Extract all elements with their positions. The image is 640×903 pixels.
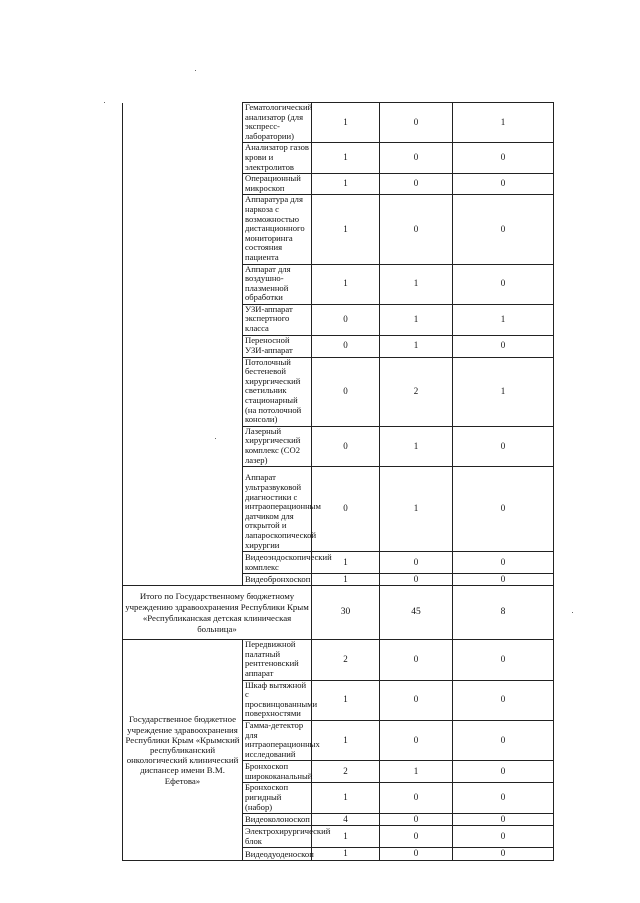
quantity-cell: 0 bbox=[453, 195, 554, 264]
equipment-name: Видеобронхоскоп bbox=[243, 574, 312, 586]
equipment-name: Гематологический анализатор (для экспресс-лаборатории) bbox=[243, 103, 312, 143]
quantity-cell: 1 bbox=[312, 826, 380, 848]
equipment-name: Операционный микроскоп bbox=[243, 174, 312, 195]
quantity-cell: 2 bbox=[312, 761, 380, 783]
quantity-cell: 1 bbox=[312, 143, 380, 174]
institution-cell-continued bbox=[123, 103, 243, 586]
quantity-cell: 0 bbox=[380, 143, 453, 174]
equipment-name: Аппаратура для наркоза с возможностью дистанционного мониторинга состояния пациента bbox=[243, 195, 312, 264]
total-quantity: 8 bbox=[453, 586, 554, 640]
equipment-name: Видеоколоноскоп bbox=[243, 814, 312, 826]
quantity-cell: 1 bbox=[380, 264, 453, 304]
quantity-cell: 0 bbox=[453, 826, 554, 848]
quantity-cell: 0 bbox=[380, 814, 453, 826]
equipment-name: Потолочный бестеневой хирургический светильник стационарный (на потолочной консоли) bbox=[243, 357, 312, 426]
quantity-cell: 0 bbox=[453, 552, 554, 574]
quantity-cell: 1 bbox=[453, 357, 554, 426]
quantity-cell: 0 bbox=[453, 143, 554, 174]
quantity-cell: 1 bbox=[453, 304, 554, 335]
quantity-cell: 1 bbox=[380, 761, 453, 783]
quantity-cell: 0 bbox=[312, 357, 380, 426]
quantity-cell: 2 bbox=[312, 640, 380, 680]
quantity-cell: 1 bbox=[380, 335, 453, 357]
equipment-table bbox=[122, 102, 554, 861]
equipment-name: Видеоэндоскопический комплекс bbox=[243, 552, 312, 574]
equipment-name: Аппарат ультразвуковой диагностики с интраоперационным датчиком для открытой и лапароскопической хирургии bbox=[243, 467, 312, 552]
equipment-name: Гамма-детектор для интраоперационных исследований bbox=[243, 720, 312, 760]
equipment-name: Шкаф вытяжной с просвинцованными поверхностями bbox=[243, 680, 312, 720]
quantity-cell: 4 bbox=[312, 814, 380, 826]
equipment-name: Аппарат для воздушно-плазменной обработки bbox=[243, 264, 312, 304]
equipment-name: Видеодуоденоскоп bbox=[243, 848, 312, 861]
equipment-name: Передвижной палатный рентгеновский аппарат bbox=[243, 640, 312, 680]
table-row bbox=[123, 103, 554, 143]
quantity-cell: 1 bbox=[380, 467, 453, 552]
quantity-cell: 0 bbox=[312, 304, 380, 335]
table-row bbox=[123, 640, 554, 680]
quantity-cell: 0 bbox=[380, 640, 453, 680]
quantity-cell: 0 bbox=[380, 195, 453, 264]
quantity-cell: 0 bbox=[380, 680, 453, 720]
quantity-cell: 1 bbox=[312, 848, 380, 861]
quantity-cell: 1 bbox=[453, 103, 554, 143]
quantity-cell: 0 bbox=[380, 783, 453, 814]
quantity-cell: 0 bbox=[380, 826, 453, 848]
total-label: Итого по Государственному бюджетному учреждению здравоохранения Республики Крым «Республиканская детская клиническая больница» bbox=[123, 586, 312, 640]
quantity-cell: 1 bbox=[312, 103, 380, 143]
quantity-cell: 1 bbox=[312, 720, 380, 760]
quantity-cell: 0 bbox=[380, 552, 453, 574]
quantity-cell: 0 bbox=[380, 103, 453, 143]
equipment-name: Переносной УЗИ-аппарат bbox=[243, 335, 312, 357]
total-quantity: 45 bbox=[380, 586, 453, 640]
equipment-name: УЗИ-аппарат экспертного класса bbox=[243, 304, 312, 335]
quantity-cell: 1 bbox=[312, 552, 380, 574]
equipment-name: Бронхоскоп ригидный (набор) bbox=[243, 783, 312, 814]
institution-name: Государственное бюджетное учреждение здравоохранения Республики Крым «Крымский республиканский онкологический клинический диспансер имени В.М. Ефетова» bbox=[123, 640, 243, 861]
quantity-cell: 0 bbox=[453, 640, 554, 680]
total-quantity: 30 bbox=[312, 586, 380, 640]
quantity-cell: 0 bbox=[453, 783, 554, 814]
quantity-cell: 0 bbox=[453, 574, 554, 586]
equipment-name: Бронхоскоп ширококанальный bbox=[243, 761, 312, 783]
quantity-cell: 0 bbox=[453, 264, 554, 304]
quantity-cell: 1 bbox=[312, 680, 380, 720]
quantity-cell: 0 bbox=[453, 174, 554, 195]
quantity-cell: 1 bbox=[380, 426, 453, 466]
quantity-cell: 0 bbox=[312, 426, 380, 466]
quantity-cell: 1 bbox=[312, 195, 380, 264]
quantity-cell: 0 bbox=[453, 426, 554, 466]
quantity-cell: 0 bbox=[380, 720, 453, 760]
quantity-cell: 0 bbox=[453, 761, 554, 783]
equipment-name: Электрохирургический блок bbox=[243, 826, 312, 848]
quantity-cell: 0 bbox=[453, 848, 554, 861]
equipment-name: Анализатор газов крови и электролитов bbox=[243, 143, 312, 174]
quantity-cell: 0 bbox=[312, 335, 380, 357]
total-row bbox=[123, 586, 554, 640]
equipment-name: Лазерный хирургический комплекс (СО2 лазер) bbox=[243, 426, 312, 466]
quantity-cell: 0 bbox=[453, 680, 554, 720]
quantity-cell: 0 bbox=[312, 467, 380, 552]
quantity-cell: 1 bbox=[312, 783, 380, 814]
quantity-cell: 2 bbox=[380, 357, 453, 426]
quantity-cell: 0 bbox=[453, 467, 554, 552]
quantity-cell: 0 bbox=[380, 848, 453, 861]
quantity-cell: 0 bbox=[380, 174, 453, 195]
quantity-cell: 0 bbox=[453, 814, 554, 826]
quantity-cell: 1 bbox=[312, 264, 380, 304]
quantity-cell: 0 bbox=[380, 574, 453, 586]
quantity-cell: 0 bbox=[453, 720, 554, 760]
quantity-cell: 1 bbox=[312, 174, 380, 195]
quantity-cell: 1 bbox=[312, 574, 380, 586]
quantity-cell: 0 bbox=[453, 335, 554, 357]
quantity-cell: 1 bbox=[380, 304, 453, 335]
